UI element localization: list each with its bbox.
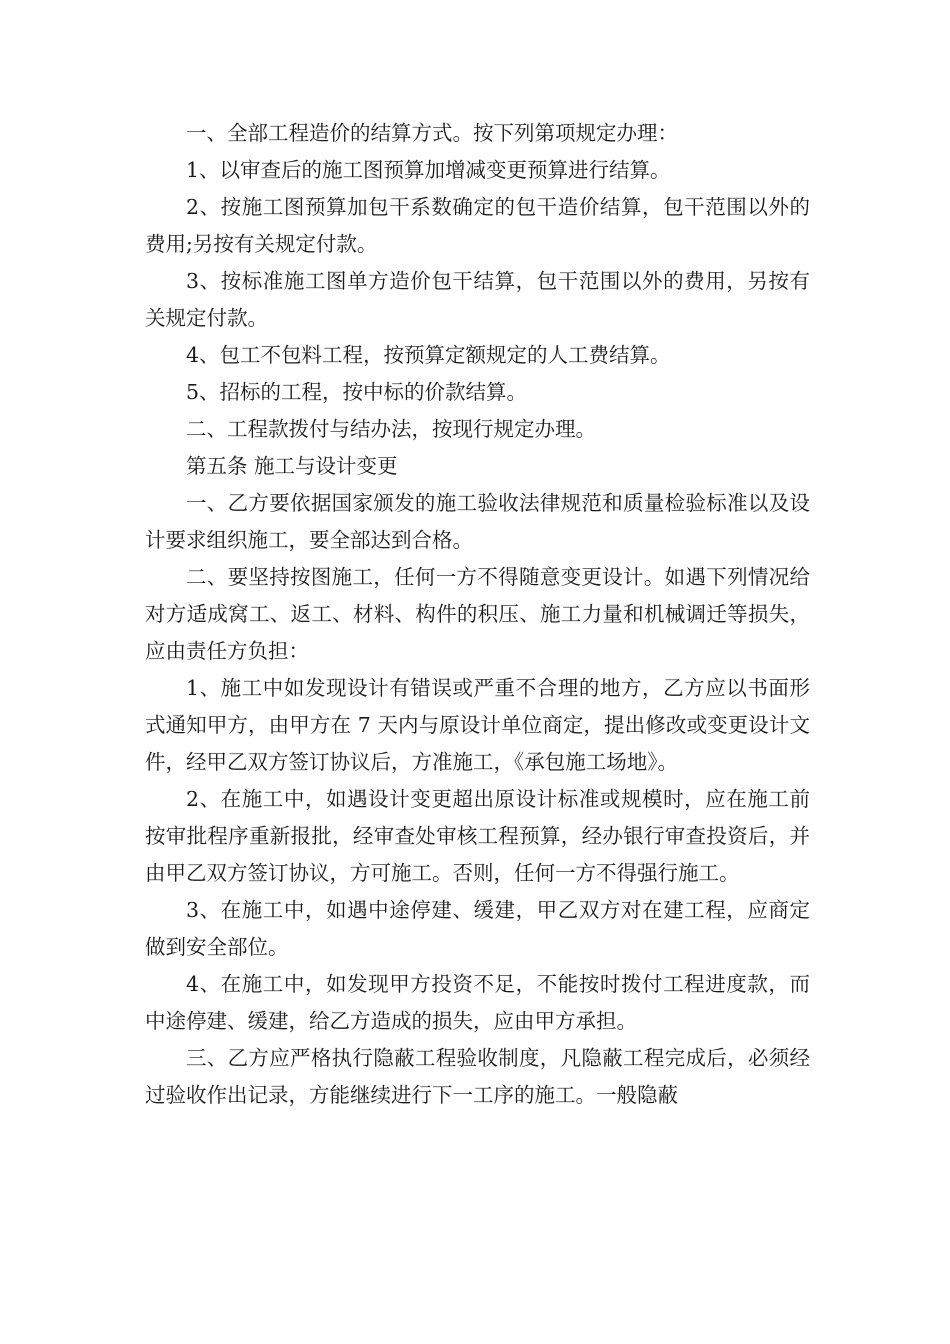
paragraph-suspension: 3、在施工中，如遇中途停建、缓建，甲乙双方对在建工程，应商定做到安全部位。	[145, 898, 810, 959]
paragraph-construction-standards: 一、乙方要依据国家颁发的施工验收法律规范和质量检验标准以及设计要求组织施工，要全部达到合格。	[145, 491, 810, 552]
paragraph-item-1: 1、以审查后的施工图预算加增减变更预算进行结算。	[186, 158, 671, 182]
paragraph-design-error: 1、施工中如发现设计有错误或严重不合理的地方，乙方应以书面形式通知甲方，由甲方在 7 天内与原设计单位商定，提出修改或变更设计文件，经甲乙双方签订协议后，方准施工，《承包施工场地》。	[145, 676, 810, 774]
paragraph-item-3: 3、按标准施工图单方造价包干结算，包干范围以外的费用，另按有关规定付款。	[145, 269, 810, 330]
document-body	[145, 115, 810, 1114]
section-heading-article-5: 第五条 施工与设计变更	[186, 454, 398, 478]
paragraph-payment-method: 二、工程款拨付与结办法，按现行规定办理。	[186, 417, 596, 441]
paragraph-item-5: 5、招标的工程，按中标的价款结算。	[186, 380, 528, 404]
paragraph-concealed-works: 三、乙方应严格执行隐蔽工程验收制度，凡隐蔽工程完成后，必须经过验收作出记录，方能继续进行下一工序的施工。一般隐蔽	[145, 1046, 810, 1107]
paragraph-settlement-method: 一、全部工程造价的结算方式。按下列第项规定办理：	[186, 121, 678, 145]
paragraph-follow-drawings: 二、要坚持按图施工，任何一方不得随意变更设计。如遇下列情况给对方适成窝工、返工、材料、构件的积压、施工力量和机械调迁等损失，应由责任方负担：	[145, 565, 810, 663]
paragraph-insufficient-investment: 4、在施工中，如发现甲方投资不足，不能按时拨付工程进度款，而中途停建、缓建，给乙方造成的损失，应由甲方承担。	[145, 972, 810, 1033]
paragraph-design-change: 2、在施工中，如遇设计变更超出原设计标准或规模时，应在施工前按审批程序重新报批，经审查处审核工程预算，经办银行审查投资后，并由甲乙双方签订协议，方可施工。否则，任何一方不得强行施工。	[145, 787, 810, 885]
paragraph-item-2: 2、按施工图预算加包干系数确定的包干造价结算，包干范围以外的费用;另按有关规定付款。	[145, 195, 810, 256]
paragraph-item-4: 4、包工不包料工程，按预算定额规定的人工费结算。	[186, 343, 671, 367]
